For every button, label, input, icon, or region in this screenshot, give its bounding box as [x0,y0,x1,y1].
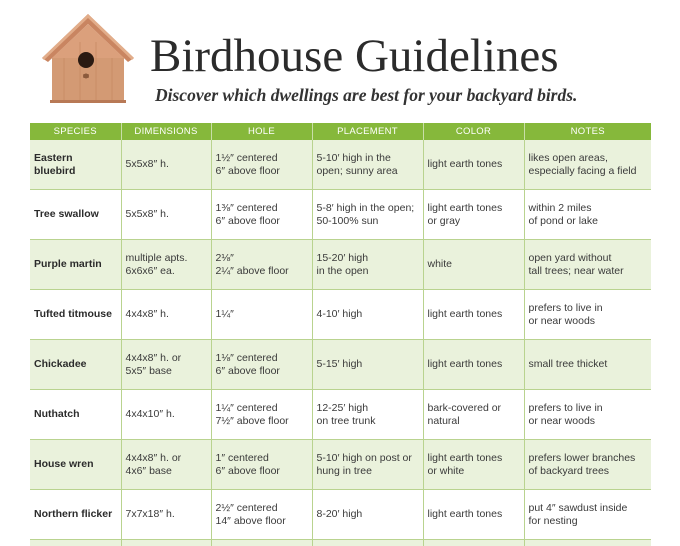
column-header-species: SPECIES [30,123,121,140]
hole-cell: 1″ centered 6″ above floor [211,440,312,490]
dimensions-cell: 5x5x8″ h. [121,190,211,240]
dimensions-cell: 5x5x8″ h. [121,140,211,190]
placement-cell: 15-20′ high in the open [312,240,423,290]
color-cell: light earth tones or gray [423,190,524,240]
hole-cell: 1¼″ [211,290,312,340]
species-cell: Tufted titmouse [30,290,121,340]
hole-cell: 1¼″ centered 7½″ above floor [211,390,312,440]
column-header-placement: PLACEMENT [312,123,423,140]
dimensions-cell: 4x4x10″ h. [121,390,211,440]
dimensions-cell: multiple apts. 6x6x6″ ea. [121,240,211,290]
color-cell: light earth tones [423,340,524,390]
color-cell: light earth tones [423,490,524,540]
empty-cell [30,540,121,546]
hole-cell: 1½″ centered 6″ above floor [211,140,312,190]
color-cell: light earth tones [423,140,524,190]
placement-cell: 8-20′ high [312,490,423,540]
table-row-partial [30,540,651,546]
hole-cell: 1⅜″ centered 6″ above floor [211,190,312,240]
page-title: Birdhouse Guidelines [150,30,559,82]
column-header-hole: HOLE [211,123,312,140]
species-cell: Nuthatch [30,390,121,440]
table-row [30,240,651,290]
notes-cell: likes open areas, especially facing a field [524,140,651,190]
column-header-color: COLOR [423,123,524,140]
column-header-dimensions: DIMENSIONS [121,123,211,140]
table-row [30,490,651,540]
table-row [30,190,651,240]
table-row [30,440,651,490]
color-cell: light earth tones [423,290,524,340]
placement-cell: 4-10′ high [312,290,423,340]
placement-cell: 5-10′ high in the open; sunny area [312,140,423,190]
notes-cell: small tree thicket [524,340,651,390]
placement-cell: 5-10′ high on post or hung in tree [312,440,423,490]
placement-cell: 5-8′ high in the open; 50-100% sun [312,190,423,240]
birdhouse-guidelines-table [30,123,651,546]
placement-cell: 5-15′ high [312,340,423,390]
dimensions-cell: 4x4x8″ h. or 5x5″ base [121,340,211,390]
dimensions-cell: 4x4x8″ h. [121,290,211,340]
page-header [0,0,680,120]
dimensions-cell: 4x4x8″ h. or 4x6″ base [121,440,211,490]
color-cell: white [423,240,524,290]
color-cell: bark-covered or natural [423,390,524,440]
hole-cell: 2⅛″ 2¼″ above floor [211,240,312,290]
notes-cell: prefers lower branches of backyard trees [524,440,651,490]
table-row [30,390,651,440]
species-cell: House wren [30,440,121,490]
table-row [30,140,651,190]
table-row [30,340,651,390]
birdhouse-icon [40,12,136,104]
empty-cell [524,540,651,546]
hole-cell: 1⅛″ centered 6″ above floor [211,340,312,390]
notes-cell: within 2 miles of pond or lake [524,190,651,240]
notes-cell: prefers to live in or near woods [524,390,651,440]
column-header-notes: NOTES [524,123,651,140]
notes-cell: put 4″ sawdust inside for nesting [524,490,651,540]
notes-cell: open yard without tall trees; near water [524,240,651,290]
empty-cell [312,540,423,546]
empty-cell [423,540,524,546]
notes-cell: prefers to live in or near woods [524,290,651,340]
table-row [30,290,651,340]
dimensions-cell: 7x7x18″ h. [121,490,211,540]
species-cell: Purple martin [30,240,121,290]
table-header-row [30,123,651,140]
hole-cell: 2½″ centered 14″ above floor [211,490,312,540]
species-cell: Eastern bluebird [30,140,121,190]
page-subtitle: Discover which dwellings are best for your backyard birds. [155,85,577,106]
species-cell: Northern flicker [30,490,121,540]
empty-cell [211,540,312,546]
species-cell: Chickadee [30,340,121,390]
empty-cell [121,540,211,546]
placement-cell: 12-25′ high on tree trunk [312,390,423,440]
species-cell: Tree swallow [30,190,121,240]
color-cell: light earth tones or white [423,440,524,490]
